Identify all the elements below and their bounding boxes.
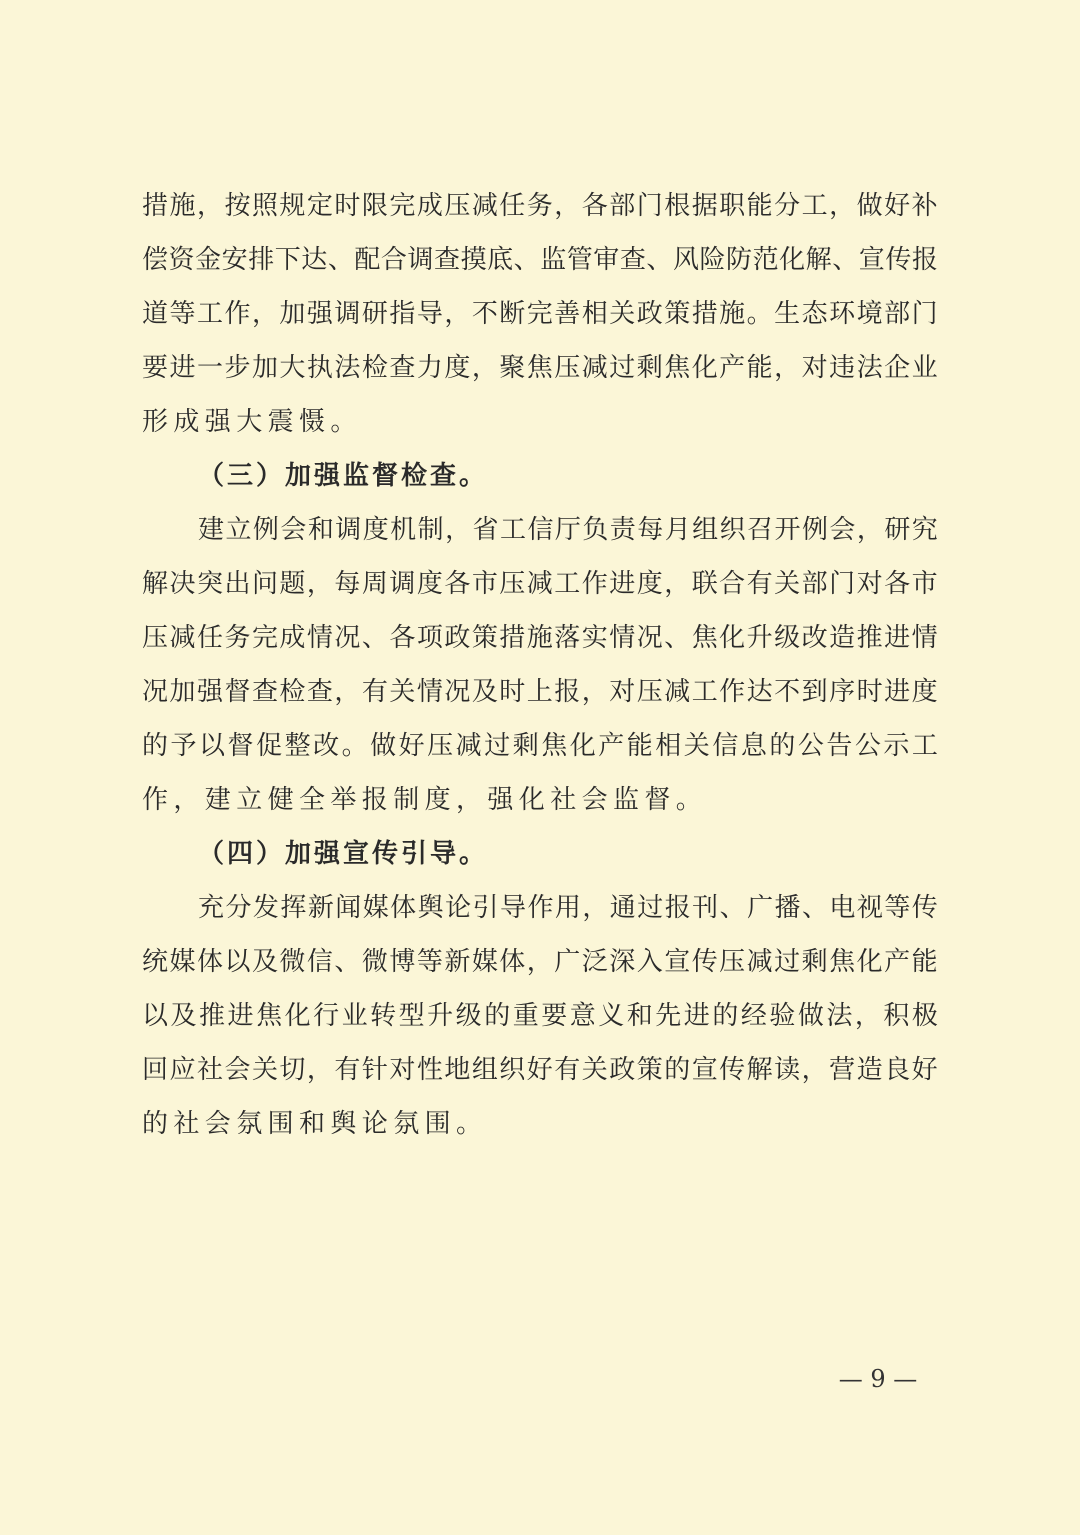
text-line: 解 决 突 出 问 题 ， 每 周 调 度 各 市 压 减 工 作 进 度 ， 联 合 有 关 部 门 对 各 市 <box>142 569 938 599</box>
text-line: 统 媒 体 以 及 微 信 、 微 博 等 新 媒 体 ， 广 泛 深 入 宣 传 压 减 过 剩 焦 化 产 能 <box>142 947 938 977</box>
text-line: 充 分 发 挥 新 闻 媒 体 舆 论 引 导 作 用 ， 通 过 报 刊 、 广 播 、 电 视 等 传 <box>198 893 938 923</box>
text-line: 建 立 例 会 和 调 度 机 制 ， 省 工 信 厅 负 责 每 月 组 织 召 开 例 会 ， 研 究 <box>198 515 938 545</box>
text-line: 偿 资 金 安 排 下 达 、 配 合 调 查 摸 底 、 监 管 审 查 、 风 险 防 范 化 解 、 宣 传 报 <box>142 245 938 275</box>
text-line: 形成强大震慑。 <box>142 407 362 437</box>
text-line: 况 加 强 督 查 检 查 ， 有 关 情 况 及 时 上 报 ， 对 压 减 工 作 达 不 到 序 时 进 度 <box>142 677 938 707</box>
text-line: 的社会氛围和舆论氛围。 <box>142 1109 488 1139</box>
text-line: 道 等 工 作 ， 加 强 调 研 指 导 ， 不 断 完 善 相 关 政 策 措 施 。 生 态 环 境 部 门 <box>142 299 938 329</box>
text-line: 措 施 ， 按 照 规 定 时 限 完 成 压 减 任 务 ， 各 部 门 根 据 职 能 分 工 ， 做 好 补 <box>142 191 938 221</box>
text-line: 回 应 社 会 关 切 ， 有 针 对 性 地 组 织 好 有 关 政 策 的 宣 传 解 读 ， 营 造 良 好 <box>142 1055 938 1085</box>
text-line: 压 减 任 务 完 成 情 况 、 各 项 政 策 措 施 落 实 情 况 、 焦 化 升 级 改 造 推 进 情 <box>142 623 938 653</box>
section-heading: （三）加强监督检查。 <box>198 461 489 491</box>
page-number: — 9 — <box>838 1365 918 1393</box>
text-line: 作，建立健全举报制度，强化社会监督。 <box>142 785 708 815</box>
section-heading: （四）加强宣传引导。 <box>198 839 489 869</box>
text-line: 的 予 以 督 促 整 改 。 做 好 压 减 过 剩 焦 化 产 能 相 关 信 息 的 公 告 公 示 工 <box>142 731 938 761</box>
text-line: 以 及 推 进 焦 化 行 业 转 型 升 级 的 重 要 意 义 和 先 进 的 经 验 做 法 ， 积 极 <box>142 1001 938 1031</box>
text-line: 要 进 一 步 加 大 执 法 检 查 力 度 ， 聚 焦 压 减 过 剩 焦 化 产 能 ， 对 违 法 企 业 <box>142 353 938 383</box>
